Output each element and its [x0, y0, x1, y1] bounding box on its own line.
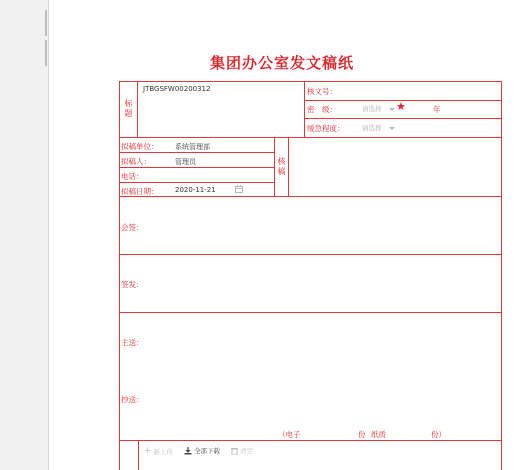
- gutter-marker: [45, 10, 47, 36]
- cc-input[interactable]: [149, 386, 499, 408]
- chevron-down-icon: [389, 127, 395, 130]
- copies-paper-label: 纸质: [371, 430, 386, 439]
- star-icon: ★: [396, 100, 406, 113]
- phone-input[interactable]: [161, 168, 271, 181]
- clear-button[interactable]: 清空: [231, 446, 253, 455]
- copies-unit-label: 份: [358, 430, 366, 439]
- drafter-label: 拟稿人：: [121, 157, 151, 166]
- subject-value[interactable]: JTBGSFW00200312: [143, 85, 211, 93]
- verify-area[interactable]: [290, 139, 500, 194]
- draft-date-label: 拟稿日期：: [121, 187, 159, 196]
- main-recipient-input[interactable]: [149, 328, 499, 350]
- main-recipient-label: 主送：: [121, 338, 144, 347]
- trash-icon: [231, 447, 238, 455]
- copies-paper-unit-label: 份）: [431, 430, 446, 439]
- verify-label: 核稿: [277, 157, 286, 176]
- cc-label: 抄送：: [121, 395, 144, 404]
- urgency-label: 缓急程度：: [307, 124, 345, 133]
- issue-label: 签发：: [121, 280, 144, 289]
- calendar-icon[interactable]: [235, 185, 243, 193]
- doc-number-label: 核文号：: [307, 87, 337, 96]
- countersign-area[interactable]: [149, 199, 499, 252]
- secret-level-select[interactable]: 请选择: [361, 102, 403, 115]
- chevron-down-icon: [389, 108, 395, 111]
- countersign-label: 会签：: [121, 223, 144, 232]
- urgency-select[interactable]: 请选择: [361, 121, 403, 134]
- secret-level-label: 密 级：: [307, 105, 337, 114]
- document-paper: [48, 0, 514, 470]
- drafter-value[interactable]: 管理员: [175, 158, 196, 166]
- issue-area[interactable]: [149, 257, 499, 310]
- plus-icon: +: [144, 446, 152, 456]
- subject-label: 标题: [124, 99, 133, 118]
- phone-label: 电话：: [121, 172, 144, 181]
- gutter-marker: [45, 40, 47, 66]
- doc-number-input[interactable]: [349, 83, 499, 97]
- draft-date-value[interactable]: 2020-11-21: [175, 186, 216, 194]
- drafting-unit-value[interactable]: 系统管理部: [175, 143, 210, 151]
- form-title: 集团办公室发文稿纸: [209, 54, 354, 72]
- download-all-button[interactable]: 全部下载: [184, 446, 220, 455]
- copies-electronic-label: （电子: [278, 430, 301, 439]
- upload-button[interactable]: + 新上传: [144, 446, 174, 456]
- drafting-unit-label: 拟稿单位：: [121, 142, 159, 151]
- download-icon: [184, 447, 192, 455]
- year-label: 年: [433, 105, 441, 114]
- left-gutter: [0, 0, 48, 470]
